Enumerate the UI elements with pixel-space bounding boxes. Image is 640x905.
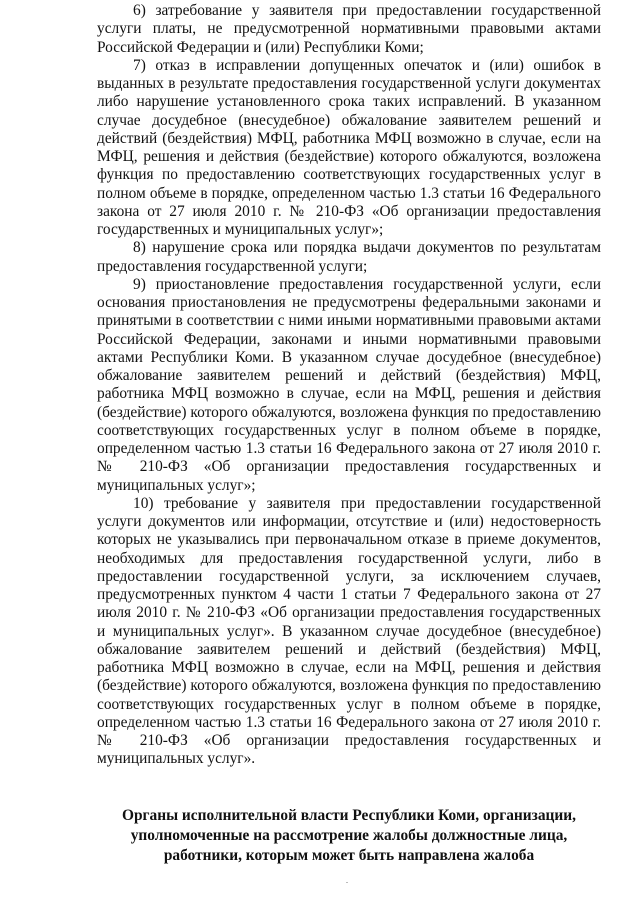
paragraph-item-6: 6) затребование у заявителя при предоставлении государственной услуги платы, не предусмотренной нормативными правовыми актами Российской Федерации и (или) Республики Коми; bbox=[97, 2, 601, 56]
scan-speck bbox=[346, 882, 348, 883]
section-heading bbox=[97, 806, 601, 866]
section-heading-line-3: работники, которым может быть направлена жалоба bbox=[163, 846, 535, 864]
paragraph-item-9: 9) приостановление предоставления государственной услуги, если основания приостановления не предусмотрены федеральными законами и принятыми в соответствии с ними иными нормативными правовыми актами Российской Федерации, законами и иными нормативными правовыми актами Республики Коми. В указанном случае досудебное (внесудебное) обжалование заявителем решений и действий (бездействия) МФЦ, работника МФЦ возможно в случае, если на МФЦ, решения и действия (бездействие) которого обжалуются, возложена функция по предоставлению соответствующих государственных услуг в полном объеме в порядке, определенном частью 1.3 статьи 16 Федерального закона от 27 июля 2010 г. № 210-ФЗ «Об организации предоставления государственных и муниципальных услуг»; bbox=[97, 275, 601, 494]
paragraph-item-10: 10) требование у заявителя при предоставлении государственной услуги документов или информации, отсутствие и (или) недостоверность которых не указывались при первоначальном отказе в приеме документов, необходимых для предоставления государственной услуги, либо в предоставлении государственной услуги, за исключением случаев, предусмотренных пунктом 4 части 1 статьи 7 Федерального закона от 27 июля 2010 г. № 210-ФЗ «Об организации предоставления государственных и муниципальных услуг». В указанном случае досудебное (внесудебное) обжалование заявителем решений и действий (бездействия) МФЦ, работника МФЦ возможно в случае, если на МФЦ, решения и действия (бездействие) которого обжалуются, возложена функция по предоставлению соответствующих государственных услуг в полном объеме в порядке, определенном частью 1.3 статьи 16 Федерального закона от 27 июля 2010 г. № 210-ФЗ «Об организации предоставления государственных и муниципальных услуг». bbox=[97, 494, 601, 768]
paragraph-item-8: 8) нарушение срока или порядка выдачи документов по результатам предоставления государственной услуги; bbox=[97, 239, 601, 275]
section-heading-line-1: Органы исполнительной власти Республики Коми, организации, bbox=[121, 806, 576, 824]
paragraph-item-7: 7) отказ в исправлении допущенных опечаток и (или) ошибок в выданных в результате предоставления государственной услуги документах либо нарушение установленного срока таких исправлений. В указанном случае досудебное (внесудебное) обжалование заявителем решений и действий (бездействия) МФЦ, работника МФЦ возможно в случае, если на МФЦ, решения и действия (бездействие) которого обжалуются, возложена функция по предоставлению соответствующих государственных услуг в полном объеме в порядке, определенном частью 1.3 статьи 16 Федерального закона от 27 июля 2010 г. № 210-ФЗ «Об организации предоставления государственных и муниципальных услуг»; bbox=[97, 56, 601, 238]
section-heading-line-2: уполномоченные на рассмотрение жалобы должностные лица, bbox=[130, 826, 568, 844]
document-page bbox=[97, 2, 601, 866]
